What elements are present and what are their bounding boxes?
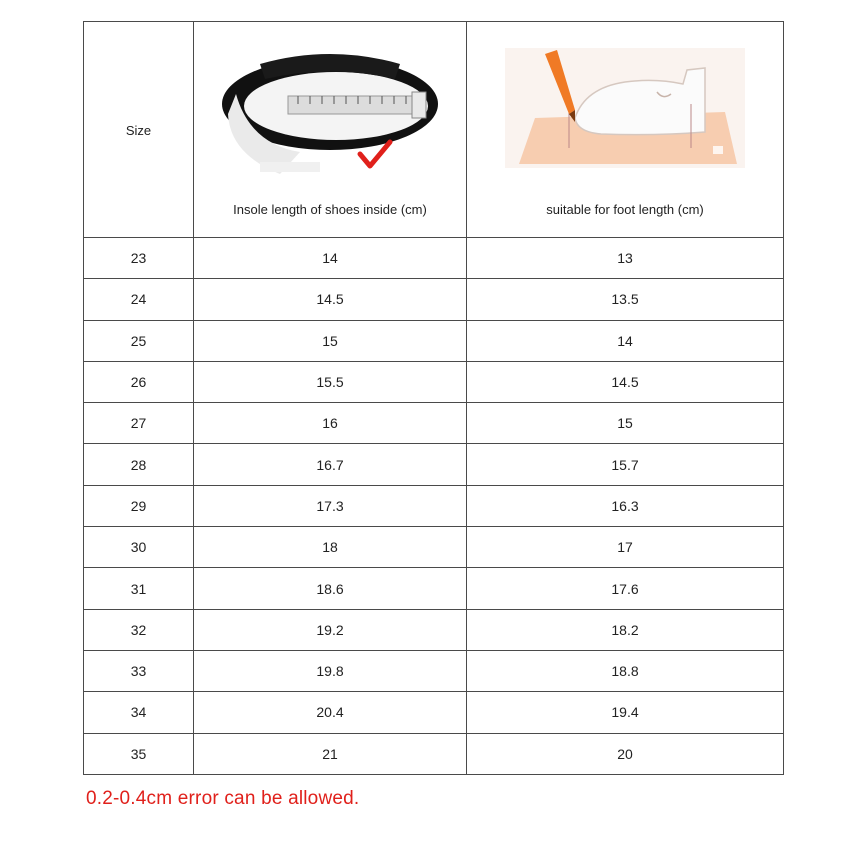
size-cell: 29 — [84, 485, 194, 526]
size-header-cell — [84, 22, 194, 238]
table-row — [84, 403, 784, 444]
insole-length-cell: 19.8 — [194, 650, 467, 691]
insole-length-cell: 14.5 — [194, 279, 467, 320]
table-row — [84, 485, 784, 526]
foot-length-cell: 20 — [467, 733, 784, 774]
foot-header: suitable for foot length (cm) — [546, 202, 704, 217]
table-row — [84, 568, 784, 609]
size-cell: 31 — [84, 568, 194, 609]
size-cell: 33 — [84, 650, 194, 691]
size-chart-table — [83, 21, 784, 775]
insole-header: Insole length of shoes inside (cm) — [233, 202, 427, 217]
insole-length-cell: 16 — [194, 403, 467, 444]
foot-length-cell: 17.6 — [467, 568, 784, 609]
size-cell: 27 — [84, 403, 194, 444]
header-row — [84, 22, 784, 238]
insole-length-cell: 15.5 — [194, 361, 467, 402]
foot-length-cell: 15.7 — [467, 444, 784, 485]
shoe-insole-measuring-tape-icon — [210, 34, 450, 184]
table-row — [84, 238, 784, 279]
insole-length-cell: 20.4 — [194, 692, 467, 733]
size-cell: 28 — [84, 444, 194, 485]
foot-length-cell: 16.3 — [467, 485, 784, 526]
foot-length-cell: 18.2 — [467, 609, 784, 650]
table-row — [84, 650, 784, 691]
foot-length-cell: 14 — [467, 320, 784, 361]
table-row — [84, 527, 784, 568]
size-header: Size — [125, 122, 152, 138]
table-row — [84, 444, 784, 485]
table-row — [84, 692, 784, 733]
size-cell: 35 — [84, 733, 194, 774]
insole-length-cell: 17.3 — [194, 485, 467, 526]
size-cell: 26 — [84, 361, 194, 402]
insole-header-cell — [194, 22, 467, 238]
size-cell: 23 — [84, 238, 194, 279]
error-tolerance-note: 0.2-0.4cm error can be allowed. — [86, 788, 360, 809]
size-cell: 24 — [84, 279, 194, 320]
insole-length-cell: 15 — [194, 320, 467, 361]
table-row — [84, 361, 784, 402]
foot-length-cell: 17 — [467, 527, 784, 568]
insole-length-cell: 18 — [194, 527, 467, 568]
foot-length-cell: 13 — [467, 238, 784, 279]
insole-length-cell: 19.2 — [194, 609, 467, 650]
insole-length-cell: 21 — [194, 733, 467, 774]
table-row — [84, 733, 784, 774]
table-row — [84, 609, 784, 650]
size-cell: 25 — [84, 320, 194, 361]
foot-length-cell: 15 — [467, 403, 784, 444]
table-row — [84, 279, 784, 320]
size-cell: 30 — [84, 527, 194, 568]
insole-length-cell: 18.6 — [194, 568, 467, 609]
foot-header-cell — [467, 22, 784, 238]
table-row — [84, 320, 784, 361]
foot-length-cell: 19.4 — [467, 692, 784, 733]
foot-length-cell: 18.8 — [467, 650, 784, 691]
insole-length-cell: 14 — [194, 238, 467, 279]
foot-length-measuring-pen-icon — [505, 48, 745, 168]
foot-length-cell: 14.5 — [467, 361, 784, 402]
size-cell: 34 — [84, 692, 194, 733]
size-cell: 32 — [84, 609, 194, 650]
insole-length-cell: 16.7 — [194, 444, 467, 485]
foot-length-cell: 13.5 — [467, 279, 784, 320]
